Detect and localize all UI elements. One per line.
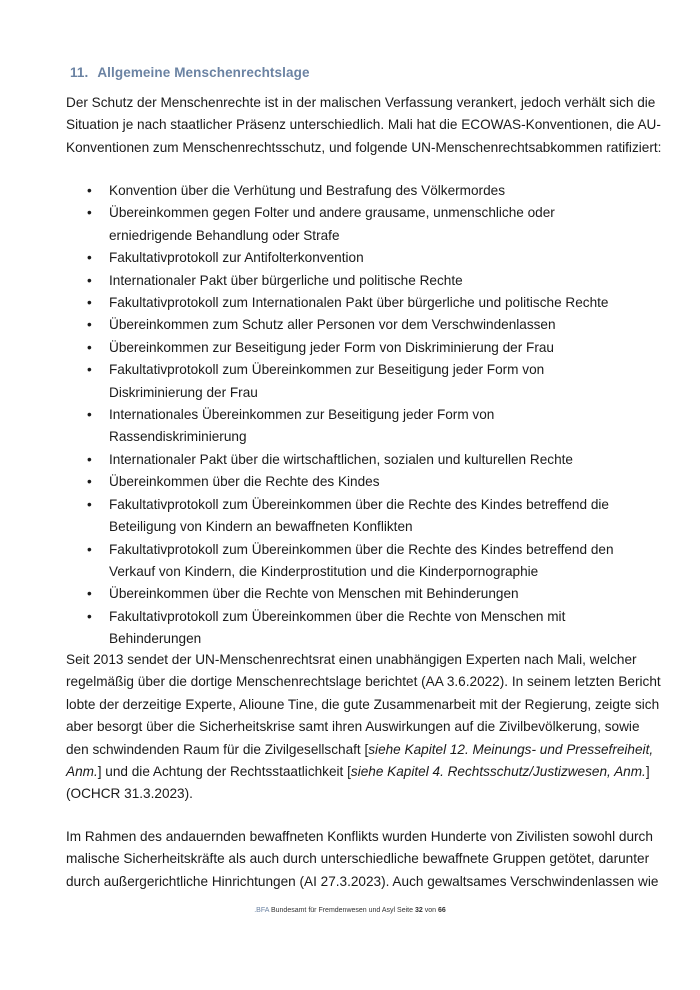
bullet-icon: • [87, 541, 92, 557]
page-footer: .BFA Bundesamt für Fremdenwesen und Asyl Seite 32 von 66 [254, 907, 446, 914]
list-item: • Übereinkommen über die Rechte von Menschen mit Behinderungen [66, 583, 626, 605]
bullet-icon: • [87, 608, 92, 624]
intro-paragraph [66, 92, 662, 159]
annotation: Anm. [66, 764, 98, 780]
bullet-icon: • [87, 183, 92, 198]
list-item: • Konvention über die Verhütung und Bestrafung des Völkermordes [66, 180, 626, 202]
section-heading [70, 65, 310, 80]
cross-reference: siehe Kapitel 12. Meinungs- und Pressefreiheit, [368, 741, 654, 757]
intro-line: Konventionen zum Menschenrechtsschutz, und folgende UN-Menschenrechtsabkommen ratifiziert: [66, 139, 662, 155]
bullet-icon: • [87, 362, 92, 378]
total-pages: 66 [437, 907, 446, 914]
bullet-icon: • [87, 205, 92, 221]
list-item: • Internationaler Pakt über die wirtschaftlichen, sozialen und kulturellen Rechte [66, 449, 626, 471]
list-item: • Fakultativprotokoll zum Übereinkommen über die Rechte von Menschen mit Behinderungen [66, 606, 626, 651]
bullet-icon: • [87, 317, 92, 333]
cross-reference: siehe Kapitel 4. Rechtsschutz/Justizwesen, Anm. [350, 764, 646, 780]
section-title: Allgemeine Menschenrechtslage [97, 65, 310, 80]
list-item: • Fakultativprotokoll zum Internationalen Pakt über bürgerliche und politische Rechte [66, 292, 626, 314]
conventions-list [66, 180, 626, 651]
list-item: • Übereinkommen zur Beseitigung jeder Form von Diskriminierung der Frau [66, 337, 626, 359]
list-item: • Fakultativprotokoll zum Übereinkommen zur Beseitigung jeder Form von Diskriminierung der Frau [66, 359, 626, 404]
list-item: • Internationales Übereinkommen zur Beseitigung jeder Form von Rassendiskriminierung [66, 404, 626, 449]
list-item: • Internationaler Pakt über bürgerliche und politische Rechte [66, 270, 626, 292]
list-item: • Übereinkommen gegen Folter und andere grausame, unmenschliche oder erniedrigende Behandlung oder Strafe [66, 202, 626, 247]
list-item: • Übereinkommen zum Schutz aller Personen vor dem Verschwindenlassen [66, 314, 626, 336]
bfa-logo: .BFA [254, 907, 270, 914]
expert-paragraph: Seit 2013 sendet der UN-Menschenrechtsrat einen unabhängigen Experten nach Mali, welcher regelmäßig über die dortige Menschenrechtslage berichtet (AA 3.6.2022). In seinem letzten Bericht lobte der derzeitige Experte, Alioune Tine, die gute Zusammenarbeit mit der Regierung, zeigte sich aber besorgt über die Sicherheitskrise samt ihren Auswirkungen auf die Zivilbevölkerung, sowie den schwindenden Raum für die Zivilgesellschaft [siehe Kapitel 12. Meinungs- und Pressefreiheit, Anm.] und die Achtung der Rechtsstaatlichkeit [siehe Kapitel 4. Rechtsschutz/Justizwesen, Anm.] (OCHCR 31.3.2023). [66, 649, 634, 806]
organization-name: Bundesamt für Fremdenwesen und Asyl [270, 907, 396, 914]
bullet-icon: • [87, 451, 92, 467]
current-page: 32 [414, 907, 423, 914]
intro-line: Der Schutz der Menschenrechte ist in der malischen Verfassung verankert, jedoch verhält sich die [66, 95, 656, 110]
section-number: 11. [70, 65, 89, 80]
bullet-icon: • [87, 474, 92, 490]
bullet-icon: • [87, 250, 92, 266]
intro-line: Situation je nach staatlicher Präsenz unterschiedlich. Mali hat die ECOWAS-Konventionen, die AU- [66, 117, 661, 133]
list-item: • Fakultativprotokoll zum Übereinkommen über die Rechte des Kindes betreffend die Beteiligung von Kindern an bewaffneten Konflikten [66, 494, 626, 539]
list-item: • Übereinkommen über die Rechte des Kindes [66, 471, 626, 493]
list-item: • Fakultativprotokoll zum Übereinkommen über die Rechte des Kindes betreffend den Verkauf von Kindern, die Kinderprostitution und die Kinderpornographie [66, 539, 626, 584]
bullet-icon: • [87, 272, 92, 288]
conflict-paragraph: Im Rahmen des andauernden bewaffneten Konflikts wurden Hunderte von Zivilisten sowohl durch malische Sicherheitskräfte als auch durch unterschiedliche bewaffnete Gruppen getötet, darunter durch außergerichtliche Hinrichtungen (AI 27.3.2023). Auch gewaltsames Verschwindenlassen wie [66, 829, 659, 889]
bullet-icon: • [87, 496, 92, 512]
list-item: • Fakultativprotokoll zur Antifolterkonvention [66, 247, 626, 269]
bullet-icon: • [87, 295, 92, 311]
citation: (OCHCR 31.3.2023). [66, 786, 193, 802]
bullet-icon: • [87, 339, 92, 355]
bullet-icon: • [87, 586, 92, 602]
bullet-icon: • [87, 407, 92, 423]
